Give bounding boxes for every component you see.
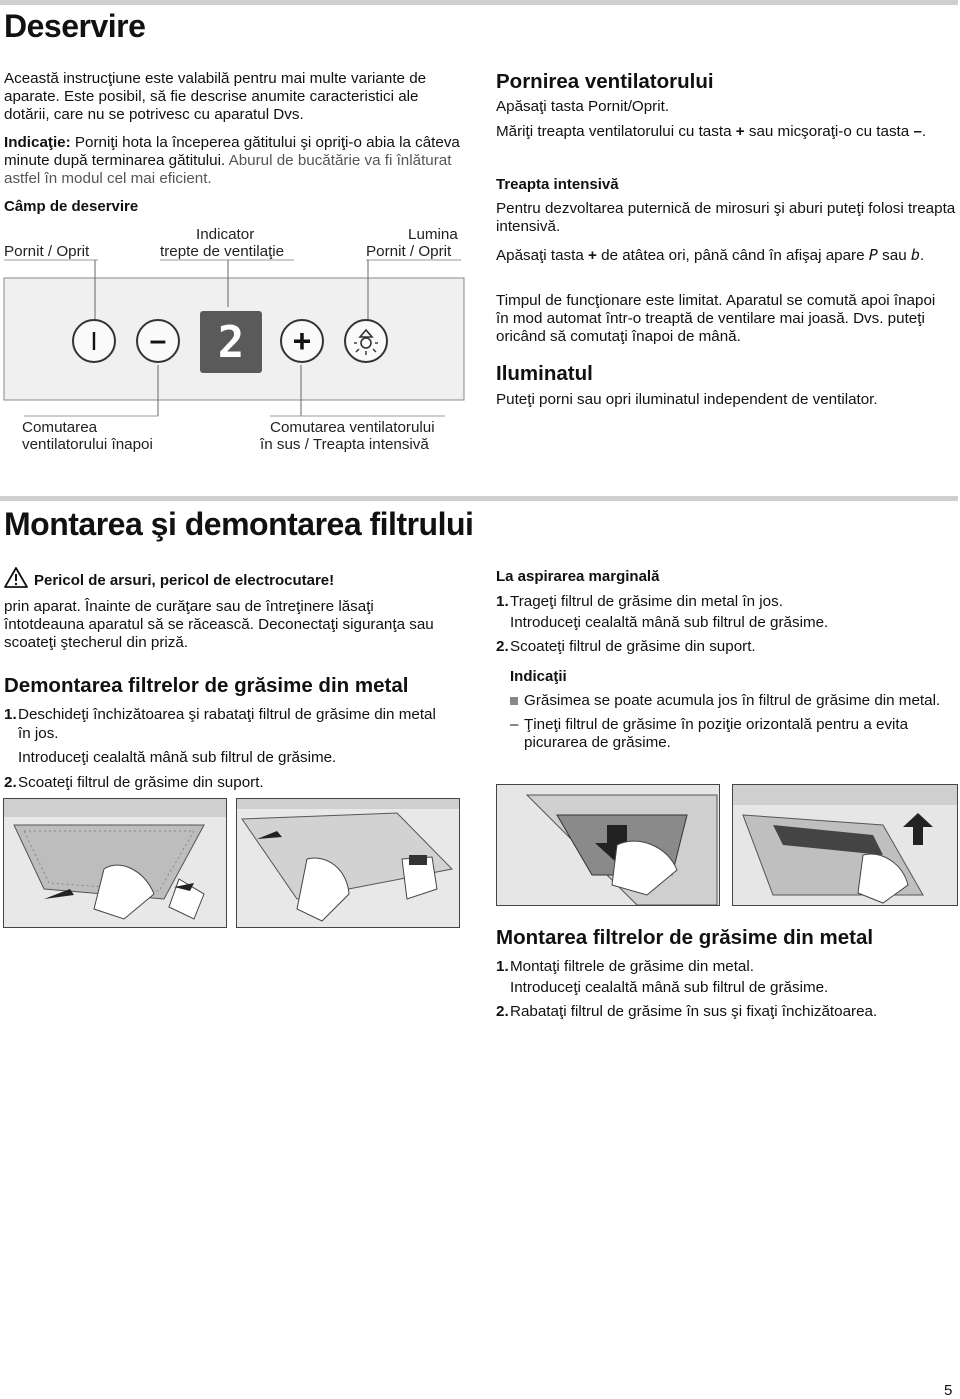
- label-fan-back-2: ventilatorului înapoi: [22, 436, 153, 453]
- step-number: 1.: [496, 593, 509, 610]
- fan-level-display: [200, 311, 262, 373]
- fan-start-p1: Apăsaţi tasta Pornit/Oprit.: [496, 98, 670, 115]
- display-p-glyph: P: [868, 246, 878, 264]
- warning-title: Pericol de arsuri, pericol de electrocutare!: [34, 572, 335, 589]
- edge-filter-illustration-2: [732, 784, 958, 906]
- step-line: Trageţi filtrul de grăsime din metal în jos.: [510, 593, 783, 610]
- power-button[interactable]: [72, 319, 116, 363]
- step-number: 2.: [496, 638, 509, 655]
- step-number: 2.: [4, 773, 17, 791]
- note-label: Indicaţie:: [4, 134, 71, 151]
- dash-bullet: –: [510, 716, 519, 733]
- fan-p2-b: sau micşoraţi-o cu tasta: [744, 123, 914, 140]
- remove-title: Demontarea filtrelor de grăsime din metal: [4, 674, 409, 697]
- light-title: Iluminatul: [496, 362, 593, 385]
- label-on-off: Pornit / Oprit: [4, 243, 90, 260]
- fan-p2-a: Măriţi treapta ventilatorului cu tasta: [496, 123, 736, 140]
- section-rule-top: [0, 0, 958, 5]
- remove-step-2: [4, 774, 444, 793]
- square-bullet-icon: [510, 692, 524, 710]
- edge-steps: [496, 593, 936, 657]
- label-fan-back-1: Comutarea: [22, 419, 98, 436]
- step-text: [18, 706, 444, 768]
- step-number: 1.: [496, 958, 509, 975]
- intensive-p1: Pentru dezvoltarea puternică de mirosuri şi aburi puteţi folosi treapta intensivă.: [496, 200, 956, 235]
- label-light-2: Pornit / Oprit: [366, 243, 452, 260]
- note-paragraph: [4, 134, 464, 188]
- mount-step-1: [496, 958, 936, 997]
- intensive-p2: [496, 246, 936, 265]
- intensive-p2-d: .: [920, 247, 925, 264]
- display-b-glyph: b: [910, 246, 921, 264]
- mount-step-2: [496, 1003, 936, 1022]
- note-text-2: Aburul de bucătărie va fi înlăturat astfel în modul cel mai eficient.: [4, 152, 452, 187]
- label-fan-up-1: Comutarea ventilatorului: [270, 419, 435, 436]
- light-button[interactable]: [344, 319, 388, 363]
- remove-steps: [4, 706, 444, 792]
- panel-title: Câmp de deservire: [4, 198, 139, 215]
- notes-title: Indicaţii: [510, 668, 567, 685]
- page-number: 5: [944, 1382, 953, 1399]
- note-text: Ţineţi filtrul de grăsime în poziţie orizontală pentru a evita picurarea de grăsime.: [524, 716, 909, 751]
- label-indicator-2: trepte de ventilaţie: [160, 243, 285, 260]
- mount-title: Montarea filtrelor de grăsime din metal: [496, 926, 874, 949]
- plus-symbol: +: [292, 322, 312, 359]
- light-bulb-icon: [346, 321, 386, 361]
- intro-text: Această instrucţiune este valabilă pentru mai multe variante de aparate. Este posibil, să fie descrise anumite caracteristici ale dotării, care nu se potrivesc cu aparatul Dvs.: [4, 70, 427, 123]
- section-rule-middle: [0, 496, 958, 501]
- intensive-title: Treapta intensivă: [496, 176, 619, 193]
- power-symbol: I: [90, 325, 98, 356]
- note-item-2: [510, 716, 950, 752]
- note-item-1: [510, 692, 950, 710]
- fan-down-button[interactable]: [136, 319, 180, 363]
- edge-step-2: [496, 638, 936, 657]
- step-number: 1.: [4, 706, 17, 723]
- fan-start-title: Pornirea ventilatorului: [496, 70, 714, 93]
- section-title-deservire: Deservire: [4, 8, 146, 44]
- edge-suction-title: La aspirarea marginală: [496, 568, 660, 585]
- filter-removal-illustration-2: [236, 798, 460, 928]
- step-line: Montaţi filtrele de grăsime din metal.: [510, 958, 754, 975]
- fan-up-button[interactable]: [280, 319, 324, 363]
- display-value: 2: [217, 316, 245, 368]
- remove-step-1: [4, 706, 444, 768]
- intensive-p2-b: de atâtea ori, până când în afişaj apare: [596, 247, 869, 264]
- step-text: [510, 593, 936, 632]
- edge-filter-illustration-1: [496, 784, 720, 906]
- warning-text: prin aparat. Înainte de curăţare sau de întreţinere lăsaţi întotdeauna aparatul să se răcească. Deconectaţi siguranţa sau scoateţi ştecherul din priză.: [4, 598, 434, 651]
- step-line: Introduceţi cealaltă mână sub filtrul de grăsime.: [510, 978, 829, 996]
- step-line: Deschideţi închizătoarea şi rabataţi filtrul de grăsime din metal în jos.: [18, 706, 436, 742]
- label-indicator-1: Indicator: [196, 226, 255, 243]
- edge-step-1: [496, 593, 936, 632]
- filter-removal-illustration-1: [3, 798, 227, 928]
- fan-p2-c: .: [921, 123, 927, 140]
- section-title-filter: Montarea şi demontarea filtrului: [4, 506, 474, 542]
- light-p1: Puteţi porni sau opri iluminatul independent de ventilator.: [496, 391, 878, 408]
- notes-list: [510, 692, 950, 752]
- step-line: Rabataţi filtrul de grăsime în sus şi fixaţi închizătoarea.: [510, 1003, 878, 1020]
- mount-steps: [496, 958, 936, 1022]
- minus-symbol: –: [149, 324, 167, 357]
- step-text: [510, 958, 936, 997]
- label-light-1: Lumina: [408, 226, 458, 243]
- intensive-p2-a: Apăsaţi tasta: [496, 247, 589, 264]
- step-line: Introduceţi cealaltă mână sub filtrul de grăsime.: [18, 749, 337, 766]
- fan-start-p2: [496, 123, 956, 141]
- step-number: 2.: [496, 1003, 509, 1020]
- intensive-p3: Timpul de funcţionare este limitat. Aparatul se comută apoi înapoi în mod automat într-o treaptă de ventilare mai joasă. Dvs. puteţi oricând să comutaţi înapoi de mână.: [496, 292, 936, 345]
- minus-key-glyph: –: [913, 123, 922, 140]
- intensive-p2-c: sau: [877, 247, 911, 264]
- note-text: Grăsimea se poate acumula jos în filtrul de grăsime din metal.: [524, 692, 941, 709]
- label-fan-up-2: în sus / Treapta intensivă: [260, 436, 429, 453]
- note-text-1: Porniţi hota la începerea gătitului şi opriţi-o abia la câteva minute după terminarea gătitului.: [4, 134, 460, 169]
- plus-key-glyph: +: [735, 123, 745, 140]
- warning-triangle-icon: [4, 567, 28, 588]
- plus-key-glyph-2: +: [588, 247, 597, 264]
- step-line: Scoateţi filtrul de grăsime din suport.: [510, 638, 756, 655]
- step-line: Introduceţi cealaltă mână sub filtrul de grăsime.: [510, 613, 829, 631]
- step-line: Scoateţi filtrul de grăsime din suport.: [18, 773, 264, 791]
